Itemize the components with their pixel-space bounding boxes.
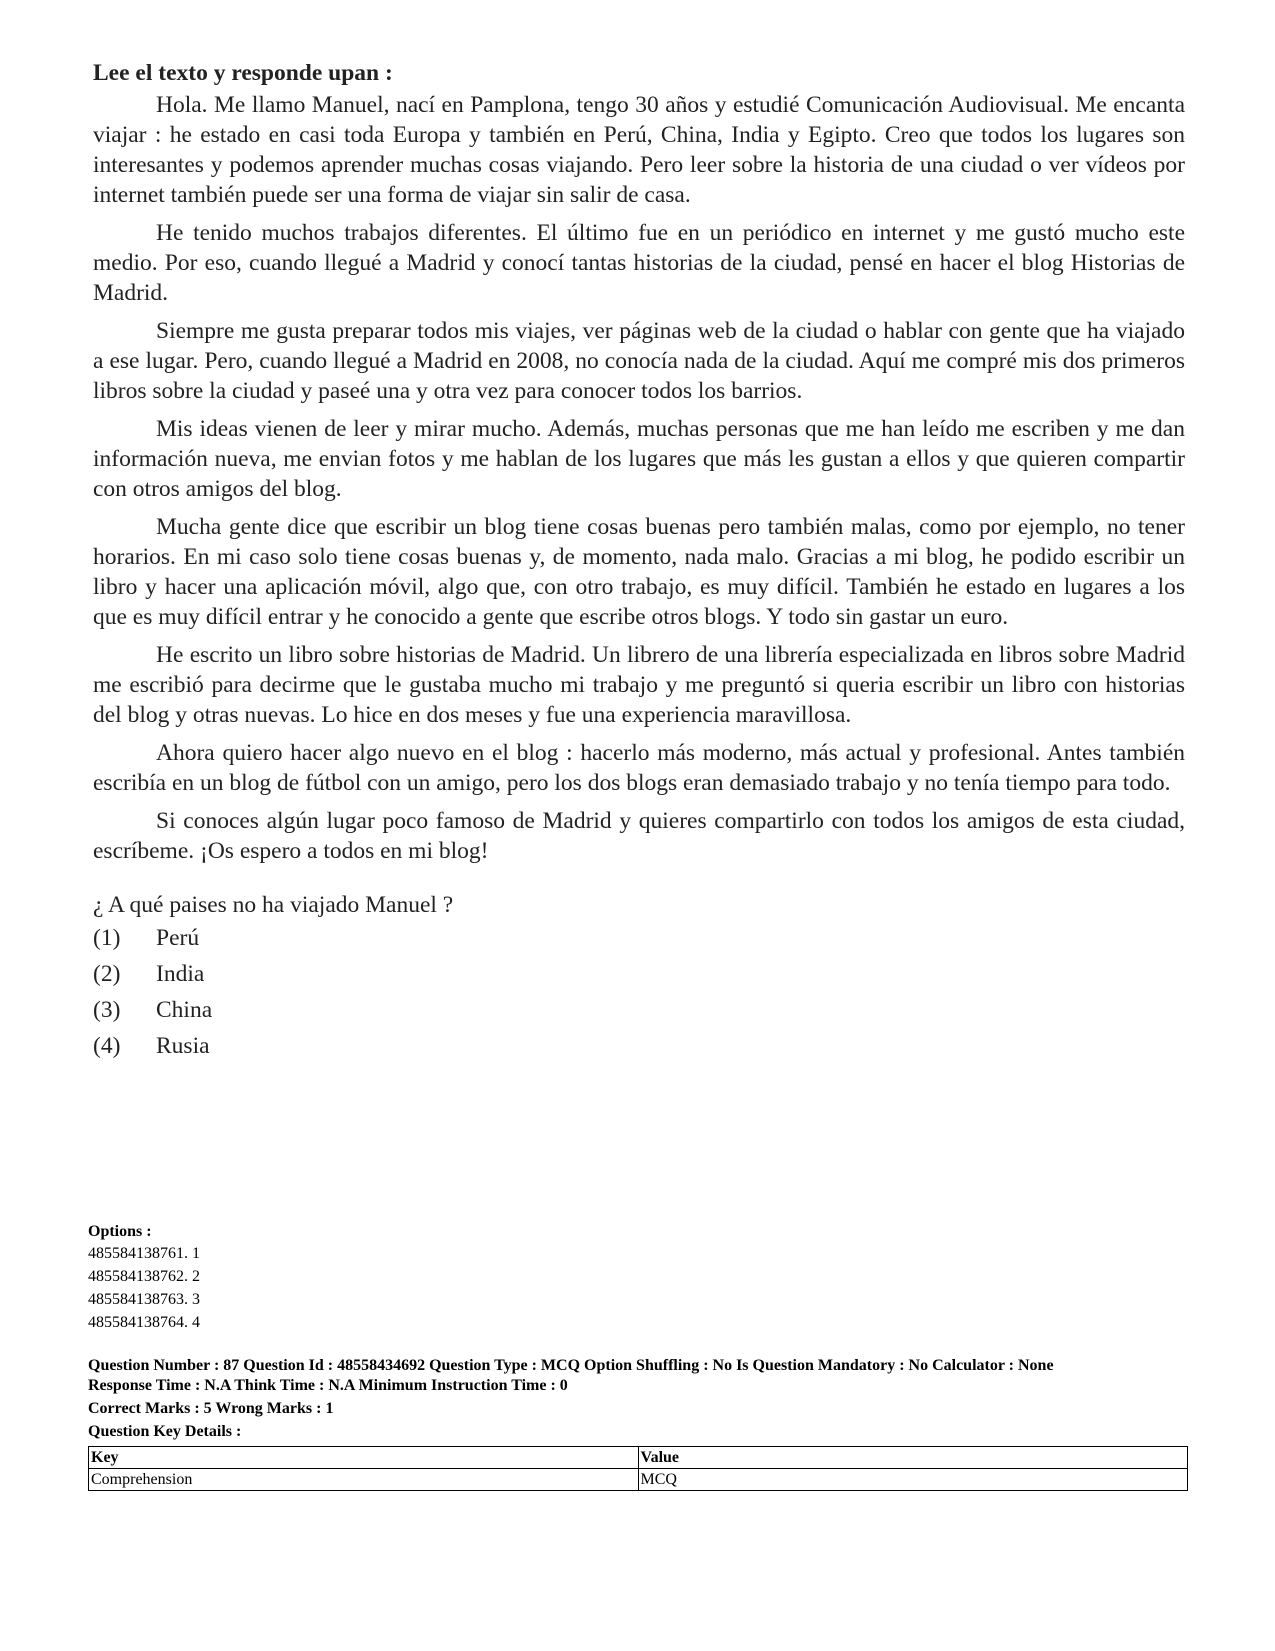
paragraph-3: Siempre me gusta preparar todos mis viajes, ver páginas web de la ciudad o hablar con gente que ha viajado a ese lugar. Pero, cuando llegué a Madrid en 2008, no conocía nada de la ciudad. Aquí me compré mis dos primeros libros sobre la ciudad y paseé una y otra vez para conocer todos los barrios. (93, 318, 1185, 404)
choice-number: (4) (93, 1033, 121, 1059)
options-label: Options : (88, 1223, 152, 1240)
choice-number: (2) (93, 961, 121, 987)
question-choice-1 (93, 920, 1185, 956)
question-info (88, 1356, 1198, 1396)
cell-key: Comprehension (89, 1469, 639, 1491)
choice-text: Rusia (156, 1033, 210, 1059)
paragraph-1: Hola. Me llamo Manuel, nací en Pamplona, tengo 30 años y estudié Comunicación Audiovisual. Me encanta viajar : he estado en casi toda Europa y también en Perú, China, India y Egipto. Creo que todos los lugares son interesantes y podemos aprender muchas cosas viajando. Pero leer sobre la historia de una ciudad o ver vídeos por internet también puede ser una forma de viajar sin salir de casa. (93, 92, 1185, 208)
option-id-4: 485584138764. 4 (88, 1314, 200, 1331)
header-value: Value (638, 1447, 1188, 1469)
cell-value: MCQ (638, 1469, 1188, 1491)
key-details-label: Question Key Details : (88, 1423, 242, 1440)
question-info-line-2: Response Time : N.A Think Time : N.A Minimum Instruction Time : 0 (88, 1377, 568, 1394)
header-key: Key (89, 1447, 639, 1469)
table-row (89, 1469, 1188, 1491)
question-choice-3 (93, 992, 1185, 1028)
option-id-3: 485584138763. 3 (88, 1291, 200, 1308)
option-id-2: 485584138762. 2 (88, 1268, 200, 1285)
table-header-row (89, 1447, 1188, 1469)
question-metadata (88, 1222, 1198, 1491)
choice-text: India (156, 961, 205, 987)
paragraph-7: Ahora quiero hacer algo nuevo en el blog : hacerlo más moderno, más actual y profesional. Antes también escribía en un blog de fútbol con un amigo, pero los dos blogs eran demasiado trabajo y no tenía tiempo para todo. (93, 740, 1185, 796)
question-info-line-1: Question Number : 87 Question Id : 48558434692 Question Type : MCQ Option Shuffling : No Is Question Mandatory : No Calculator : None (88, 1357, 1054, 1374)
paragraph-8: Si conoces algún lugar poco famoso de Madrid y quieres compartirlo con todos los amigos de esta ciudad, escríbeme. ¡Os espero a todos en mi blog! (93, 808, 1185, 864)
choice-text: China (156, 997, 213, 1023)
marks-line: Correct Marks : 5 Wrong Marks : 1 (88, 1400, 334, 1417)
passage-heading: Lee el texto y responde upan : (93, 60, 393, 86)
choice-text: Perú (156, 925, 200, 951)
paragraph-2: He tenido muchos trabajos diferentes. El último fue en un periódico en internet y me gustó mucho este medio. Por eso, cuando llegué a Madrid y conocí tantas historias de la ciudad, pensé en hacer el blog Historias de Madrid. (93, 220, 1185, 306)
reading-passage (93, 58, 1185, 1064)
question-choice-2 (93, 956, 1185, 992)
choice-number: (3) (93, 997, 121, 1023)
question-choice-4 (93, 1028, 1185, 1064)
paragraph-6: He escrito un libro sobre historias de Madrid. Un librero de una librería especializada en libros sobre Madrid me escribió para decirme que le gustaba mucho mi trabajo y me preguntó si queria escribir un libro con historias del blog y otras nuevas. Lo hice en dos meses y fue una experiencia maravillosa. (93, 642, 1185, 728)
paragraph-4: Mis ideas vienen de leer y mirar mucho. Además, muchas personas que me han leído me escriben y me dan información nueva, me envian fotos y me hablan de los lugares que más les gustan a ellos y que quieren compartir con otros amigos del blog. (93, 416, 1185, 502)
choice-number: (1) (93, 925, 121, 951)
option-id-1: 485584138761. 1 (88, 1245, 200, 1262)
paragraph-5: Mucha gente dice que escribir un blog tiene cosas buenas pero también malas, como por ejemplo, no tener horarios. En mi caso solo tiene cosas buenas y, de momento, nada malo. Gracias a mi blog, he podido escribir un libro y hacer una aplicación móvil, algo que, con otro trabajo, es muy difícil. También he estado en lugares a los que es muy difícil entrar y he conocido a gente que escribe otros blogs. Y todo sin gastar un euro. (93, 514, 1185, 630)
key-details-table (88, 1446, 1188, 1491)
question-text: ¿ A qué paises no ha viajado Manuel ? (93, 892, 454, 918)
